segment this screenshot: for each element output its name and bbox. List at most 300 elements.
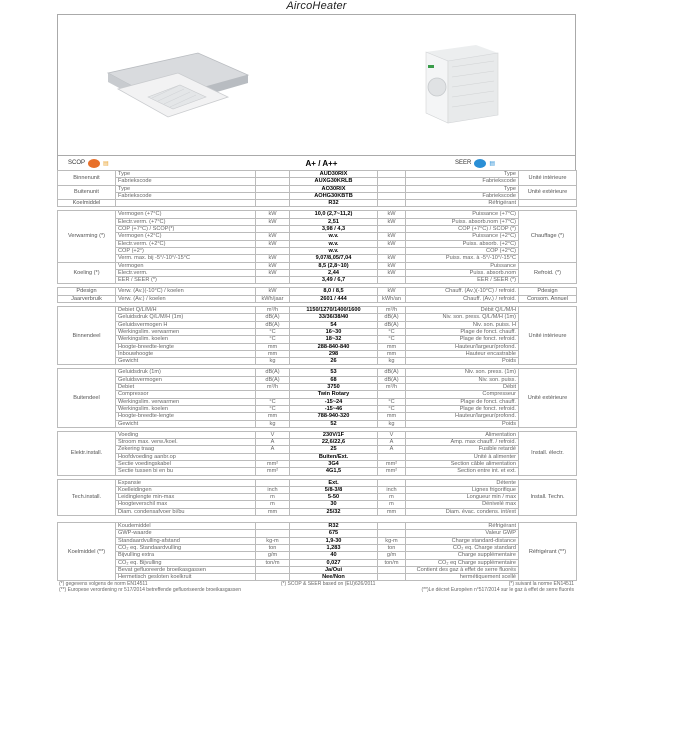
group-label-nl: Buitenunit: [58, 185, 116, 200]
unit-fr: kW: [378, 255, 406, 262]
value: 675: [290, 530, 378, 537]
footnote-fr-2: (**)Le décret Européen n°517/2014 sur le gaz à effet de serre fluorés: [421, 587, 574, 594]
value: 230V/1F: [290, 431, 378, 438]
label-nl: Werkingslim. koelen: [116, 405, 256, 412]
unit-fr: °C: [378, 398, 406, 405]
group-label-fr: Unité intérieure: [519, 307, 577, 365]
label-fr: Fusible retardé: [406, 446, 519, 453]
label-nl: Vermogen (+2°C): [116, 233, 256, 240]
spec-table: [57, 170, 577, 516]
unit-fr: [378, 178, 406, 185]
unit-nl: kg: [256, 420, 290, 427]
unit-fr: mm: [378, 508, 406, 515]
label-nl: Type: [116, 185, 256, 192]
group-label-nl: Binnendeel: [58, 307, 116, 365]
label-nl: Vermogen: [116, 262, 256, 269]
unit-fr: °C: [378, 336, 406, 343]
unit-nl: [256, 277, 290, 284]
table-row: [58, 537, 577, 544]
table-row: [58, 307, 577, 314]
unit-fr: kW: [378, 233, 406, 240]
unit-nl: V: [256, 431, 290, 438]
label-nl: Stroom max. verw./koel.: [116, 439, 256, 446]
value: 25/32: [290, 508, 378, 515]
label-fr: hermétiquement scellé: [406, 574, 519, 581]
scop-bars-icon: ▤: [103, 160, 109, 167]
label-fr: Niv. son. puiss.: [406, 376, 519, 383]
value: 3750: [290, 384, 378, 391]
spec-sheet: [57, 0, 576, 593]
group-label-nl: Binnenunit: [58, 171, 116, 186]
label-nl: Bevat gefluoreerde broeikasgassen: [116, 566, 256, 573]
unit-nl: dB(A): [256, 376, 290, 383]
table-row: [58, 544, 577, 551]
unit-nl: mm: [256, 413, 290, 420]
table-row: [58, 277, 577, 284]
value: 2601 / 444: [290, 295, 378, 302]
label-nl: COP (+7°C) / SCOP(*): [116, 226, 256, 233]
unit-nl: [256, 200, 290, 207]
label-nl: Debiet: [116, 384, 256, 391]
group-label-nl: Koeling (*): [58, 262, 116, 284]
label-fr: Puiss. absorb.nom: [406, 269, 519, 276]
table-row: [58, 391, 577, 398]
table-row: [58, 247, 577, 254]
label-fr: Section câble alimentation: [406, 460, 519, 467]
unit-fr: kW: [378, 269, 406, 276]
unit-nl: kW: [256, 262, 290, 269]
label-fr: Poids: [406, 420, 519, 427]
label-nl: GWP-waarde: [116, 530, 256, 537]
label-fr: Type: [406, 171, 519, 178]
label-nl: Koudemiddel: [116, 523, 256, 530]
label-fr: Hauteur/largeur/profond.: [406, 413, 519, 420]
label-fr: Chauff. (Av.)(-10°C) / refroid.: [406, 288, 519, 295]
unit-fr: [378, 171, 406, 178]
unit-fr: kW: [378, 288, 406, 295]
label-nl: Compressor: [116, 391, 256, 398]
label-nl: Bijvulling extra: [116, 552, 256, 559]
table-row: [58, 240, 577, 247]
value: 1,283: [290, 544, 378, 551]
unit-nl: [256, 226, 290, 233]
label-fr: Puiss. absorb.nom (+7°C): [406, 218, 519, 225]
label-nl: Geluidsdruk Q/L/M/H (1m): [116, 314, 256, 321]
value: 53: [290, 369, 378, 376]
unit-nl: kW: [256, 255, 290, 262]
table-row: [58, 574, 577, 581]
label-nl: Electr.verm.: [116, 269, 256, 276]
value: Twin Rotary: [290, 391, 378, 398]
label-nl: Werkingslim. verwarmen: [116, 398, 256, 405]
label-fr: Niv. son. press. (1m): [406, 369, 519, 376]
table-row: [58, 460, 577, 467]
label-fr: COP (+2°C): [406, 247, 519, 254]
table-row: [58, 233, 577, 240]
label-fr: Chauff. (Av.) / refroid.: [406, 295, 519, 302]
value: Nee/Non: [290, 574, 378, 581]
value: 288-840-840: [290, 343, 378, 350]
label-fr: Unité à alimenter: [406, 453, 519, 460]
unit-nl: °C: [256, 328, 290, 335]
value: -15~24: [290, 398, 378, 405]
label-nl: CO₂ eq. Bijvulling: [116, 559, 256, 566]
label-fr: Puissance: [406, 262, 519, 269]
label-nl: Sectie voedingskabel: [116, 460, 256, 467]
value: 2,51: [290, 218, 378, 225]
unit-fr: mm²: [378, 460, 406, 467]
value: Buiten/Ext.: [290, 453, 378, 460]
unit-nl: m: [256, 494, 290, 501]
group-label-nl: Koelmiddel: [58, 200, 116, 207]
label-fr: Plage de fonct. refroid.: [406, 336, 519, 343]
label-nl: EER / SEER (*): [116, 277, 256, 284]
value: 33/36/38/40: [290, 314, 378, 321]
label-fr: Charge supplémentaire: [406, 552, 519, 559]
unit-nl: ton/m: [256, 559, 290, 566]
unit-nl: A: [256, 446, 290, 453]
group-label-fr: Chauffage (*): [519, 211, 577, 262]
value: Ja/Oui: [290, 566, 378, 573]
unit-nl: mm²: [256, 460, 290, 467]
label-nl: CO₂ eq. Standaardvulling: [116, 544, 256, 551]
value: 2,44: [290, 269, 378, 276]
unit-fr: kg: [378, 358, 406, 365]
label-nl: Electr.verm. (+2°C): [116, 240, 256, 247]
unit-fr: [378, 192, 406, 199]
label-nl: Leidinglengte min-max: [116, 494, 256, 501]
group-label-nl: Tech.install.: [58, 479, 116, 515]
value: 18~32: [290, 336, 378, 343]
unit-nl: [256, 523, 290, 530]
cassette-unit-image: [88, 45, 253, 130]
unit-fr: m³/h: [378, 307, 406, 314]
unit-nl: [256, 247, 290, 254]
unit-fr: [378, 530, 406, 537]
unit-nl: dB(A): [256, 321, 290, 328]
table-row: [58, 486, 577, 493]
group-label-fr: Refroid. (*): [519, 262, 577, 284]
unit-fr: kW: [378, 240, 406, 247]
group-label-nl: Pdesign: [58, 288, 116, 295]
group-label-fr: [519, 200, 577, 207]
label-fr: Amp. max chauff. / refroid.: [406, 439, 519, 446]
group-label-nl: Buitendeel: [58, 369, 116, 427]
label-fr: Dénivelé max: [406, 501, 519, 508]
unit-nl: m: [256, 501, 290, 508]
seer-snow-icon: [474, 159, 486, 168]
label-fr: Longueur min / max: [406, 494, 519, 501]
label-fr: Contient des gaz à effet de serre fluorés: [406, 566, 519, 573]
table-row: [58, 479, 577, 486]
unit-fr: [378, 453, 406, 460]
unit-nl: [256, 192, 290, 199]
label-nl: Zekering traag: [116, 446, 256, 453]
unit-fr: kg-m: [378, 537, 406, 544]
label-fr: Poids: [406, 358, 519, 365]
value: 40: [290, 552, 378, 559]
label-nl: Geluidsvermogen H: [116, 321, 256, 328]
table-row: [58, 211, 577, 218]
label-fr: Plage de fonct. refroid.: [406, 405, 519, 412]
refrigerant-table: [57, 522, 577, 581]
seer-bars-icon: ▤: [489, 160, 496, 167]
value: R32: [290, 200, 378, 207]
value: 8,5 (2,8~10): [290, 262, 378, 269]
scop-sun-icon: [88, 159, 100, 168]
unit-fr: °C: [378, 405, 406, 412]
label-fr: Débit: [406, 384, 519, 391]
unit-fr: mm²: [378, 468, 406, 475]
value: 298: [290, 350, 378, 357]
label-nl: Fabriekscode: [116, 178, 256, 185]
label-fr: COP (+7°C) / SCOP (*): [406, 226, 519, 233]
label-nl: Verw. (Av.)(-10°C) / koelen: [116, 288, 256, 295]
label-nl: Sectie tussen bi en bu: [116, 468, 256, 475]
unit-nl: kWh/jaar: [256, 295, 290, 302]
label-fr: Puiss. max. à -5°/-10°/-15°C: [406, 255, 519, 262]
value: w.v.: [290, 247, 378, 254]
table-row: [58, 523, 577, 530]
unit-nl: [256, 530, 290, 537]
value: 8,0 / 8,5: [290, 288, 378, 295]
label-nl: COP (+2°): [116, 247, 256, 254]
unit-nl: [256, 391, 290, 398]
label-fr: Plage de fonct. chauff.: [406, 328, 519, 335]
value: 26: [290, 358, 378, 365]
unit-fr: [378, 247, 406, 254]
unit-nl: dB(A): [256, 369, 290, 376]
unit-nl: kW: [256, 233, 290, 240]
unit-nl: inch: [256, 486, 290, 493]
table-row: [58, 288, 577, 295]
group-label-fr: Consom. Annuel: [519, 295, 577, 302]
value: AUD30RIX: [290, 171, 378, 178]
table-row: [58, 376, 577, 383]
label-fr: Diam. évac. condens. int/ext: [406, 508, 519, 515]
label-fr: CO₂ eq. Charge standard: [406, 544, 519, 551]
table-row: [58, 171, 577, 178]
unit-nl: °C: [256, 405, 290, 412]
value: 10,0 (2,7~11,2): [290, 211, 378, 218]
unit-nl: mm: [256, 350, 290, 357]
label-fr: Section entre int. et ext.: [406, 468, 519, 475]
value: 4G1,5: [290, 468, 378, 475]
unit-nl: kW: [256, 288, 290, 295]
unit-fr: dB(A): [378, 369, 406, 376]
label-fr: Puissance (+2°C): [406, 233, 519, 240]
table-row: [58, 566, 577, 573]
group-label-nl: Verwarming (*): [58, 211, 116, 262]
footnotes-2: [57, 587, 576, 593]
unit-nl: kg-m: [256, 537, 290, 544]
table-row: [58, 200, 577, 207]
value: R32: [290, 523, 378, 530]
group-label-fr: Pdesign: [519, 288, 577, 295]
label-fr: Réfrigérant: [406, 200, 519, 207]
table-row: [58, 358, 577, 365]
label-fr: Hauteur/largeur/profond.: [406, 343, 519, 350]
label-nl: Vermogen (+7°C): [116, 211, 256, 218]
unit-fr: [378, 391, 406, 398]
unit-nl: m³/h: [256, 384, 290, 391]
group-label-fr: Unité extérieure: [519, 369, 577, 427]
unit-nl: [256, 479, 290, 486]
unit-fr: [378, 574, 406, 581]
unit-nl: ton: [256, 544, 290, 551]
label-nl: Diam. condensafvoer bi/bu: [116, 508, 256, 515]
unit-nl: m³/h: [256, 307, 290, 314]
label-fr: Détente: [406, 479, 519, 486]
table-row: [58, 343, 577, 350]
scop-label: SCOP: [68, 160, 86, 166]
table-row: [58, 446, 577, 453]
label-nl: Gewicht: [116, 358, 256, 365]
value: 68: [290, 376, 378, 383]
table-row: [58, 336, 577, 343]
unit-fr: A: [378, 439, 406, 446]
label-fr: Niv. son. puiss. H: [406, 321, 519, 328]
group-label-fr: Unité extérieure: [519, 185, 577, 200]
unit-nl: mm: [256, 343, 290, 350]
unit-fr: [378, 277, 406, 284]
unit-fr: kW: [378, 262, 406, 269]
group-label-fr: Réfrigérant (**): [519, 523, 577, 581]
unit-nl: °C: [256, 398, 290, 405]
label-nl: Expansie: [116, 479, 256, 486]
label-nl: Hermetisch gesloten koelkruit: [116, 574, 256, 581]
footnote-nl-2: (**) Europese verordening nr 517/2014 betreffende gefluoriseerde broeikasgassen: [59, 587, 241, 594]
table-row: [58, 255, 577, 262]
label-nl: Standaardvulling-afstand: [116, 537, 256, 544]
unit-nl: [256, 171, 290, 178]
value: 1150/1270/1400/1600: [290, 307, 378, 314]
label-nl: Koelleidingen: [116, 486, 256, 493]
footnote-nl-1: (*) gegevens volgens de norm EN14511: [59, 581, 148, 588]
value: 52: [290, 420, 378, 427]
value: 22,6/22,6: [290, 439, 378, 446]
value: AUXG30KRLB: [290, 178, 378, 185]
brand-logo: AircoHeater: [286, 0, 347, 12]
unit-fr: inch: [378, 486, 406, 493]
unit-fr: dB(A): [378, 376, 406, 383]
value: 16~30: [290, 328, 378, 335]
label-fr: Valeur GWP: [406, 530, 519, 537]
label-fr: Charge standard-distance: [406, 537, 519, 544]
table-row: [58, 384, 577, 391]
value: AO30RIX: [290, 185, 378, 192]
unit-fr: kWh/an: [378, 295, 406, 302]
value: Ext.: [290, 479, 378, 486]
unit-fr: [378, 200, 406, 207]
label-fr: Fabriekscode: [406, 192, 519, 199]
unit-nl: [256, 185, 290, 192]
unit-fr: m: [378, 501, 406, 508]
label-fr: Débit Q/L/M/H: [406, 307, 519, 314]
value: w.v.: [290, 233, 378, 240]
table-row: [58, 559, 577, 566]
unit-nl: [256, 178, 290, 185]
table-row: [58, 369, 577, 376]
label-nl: Electr.verm. (+7°C): [116, 218, 256, 225]
unit-nl: dB(A): [256, 314, 290, 321]
unit-fr: [378, 566, 406, 573]
unit-fr: ton: [378, 544, 406, 551]
unit-nl: A: [256, 439, 290, 446]
label-fr: Réfrigérant: [406, 523, 519, 530]
label-nl: Hoogte-breedte-lengte: [116, 343, 256, 350]
label-nl: Hoogteverschil max: [116, 501, 256, 508]
label-nl: Type: [116, 171, 256, 178]
unit-nl: kW: [256, 240, 290, 247]
label-nl: Werkingslim. koelen: [116, 336, 256, 343]
label-nl: Verm. max. bij -5°/-10°/-15°C: [116, 255, 256, 262]
energy-rating: A+ / A++: [305, 158, 338, 168]
label-fr: Fabriekscode: [406, 178, 519, 185]
table-row: [58, 508, 577, 515]
unit-nl: kW: [256, 211, 290, 218]
label-fr: Type: [406, 185, 519, 192]
table-row: [58, 530, 577, 537]
table-row: [58, 262, 577, 269]
value: 9,07/8,05/7,04: [290, 255, 378, 262]
unit-fr: [378, 523, 406, 530]
label-fr: EER / SEER (*): [406, 277, 519, 284]
unit-nl: [256, 566, 290, 573]
value: 3G4: [290, 460, 378, 467]
label-nl: [116, 200, 256, 207]
table-row: [58, 185, 577, 192]
unit-fr: mm: [378, 350, 406, 357]
label-fr: Compresseur: [406, 391, 519, 398]
table-row: [58, 431, 577, 438]
seer-label: SEER: [455, 160, 472, 166]
unit-fr: g/m: [378, 552, 406, 559]
unit-fr: °C: [378, 328, 406, 335]
value: 30: [290, 501, 378, 508]
label-fr: Puissance (+7°C): [406, 211, 519, 218]
table-row: [58, 468, 577, 475]
unit-fr: kg: [378, 420, 406, 427]
label-nl: Geluidsvermogen: [116, 376, 256, 383]
product-photos: [57, 14, 576, 155]
table-row: [58, 218, 577, 225]
unit-fr: V: [378, 431, 406, 438]
label-nl: Voeding: [116, 431, 256, 438]
label-nl: Gewicht: [116, 420, 256, 427]
table-row: [58, 413, 577, 420]
label-nl: Hoogte-breedte-lengte: [116, 413, 256, 420]
table-row: [58, 295, 577, 302]
unit-fr: m: [378, 494, 406, 501]
table-row: [58, 192, 577, 199]
unit-fr: kW: [378, 211, 406, 218]
unit-nl: kW: [256, 269, 290, 276]
table-row: [58, 328, 577, 335]
label-nl: Verw. (Av.) / koelen: [116, 295, 256, 302]
table-row: [58, 439, 577, 446]
group-label-nl: Koelmiddel (**): [58, 523, 116, 581]
table-row: [58, 453, 577, 460]
table-row: [58, 501, 577, 508]
group-label-fr: Install. électr.: [519, 431, 577, 475]
value: 5/8-3/8: [290, 486, 378, 493]
label-fr: Puiss. absorb. (+2°C): [406, 240, 519, 247]
unit-nl: mm: [256, 508, 290, 515]
unit-nl: mm²: [256, 468, 290, 475]
label-nl: Inbouwhoogte: [116, 350, 256, 357]
unit-nl: [256, 453, 290, 460]
